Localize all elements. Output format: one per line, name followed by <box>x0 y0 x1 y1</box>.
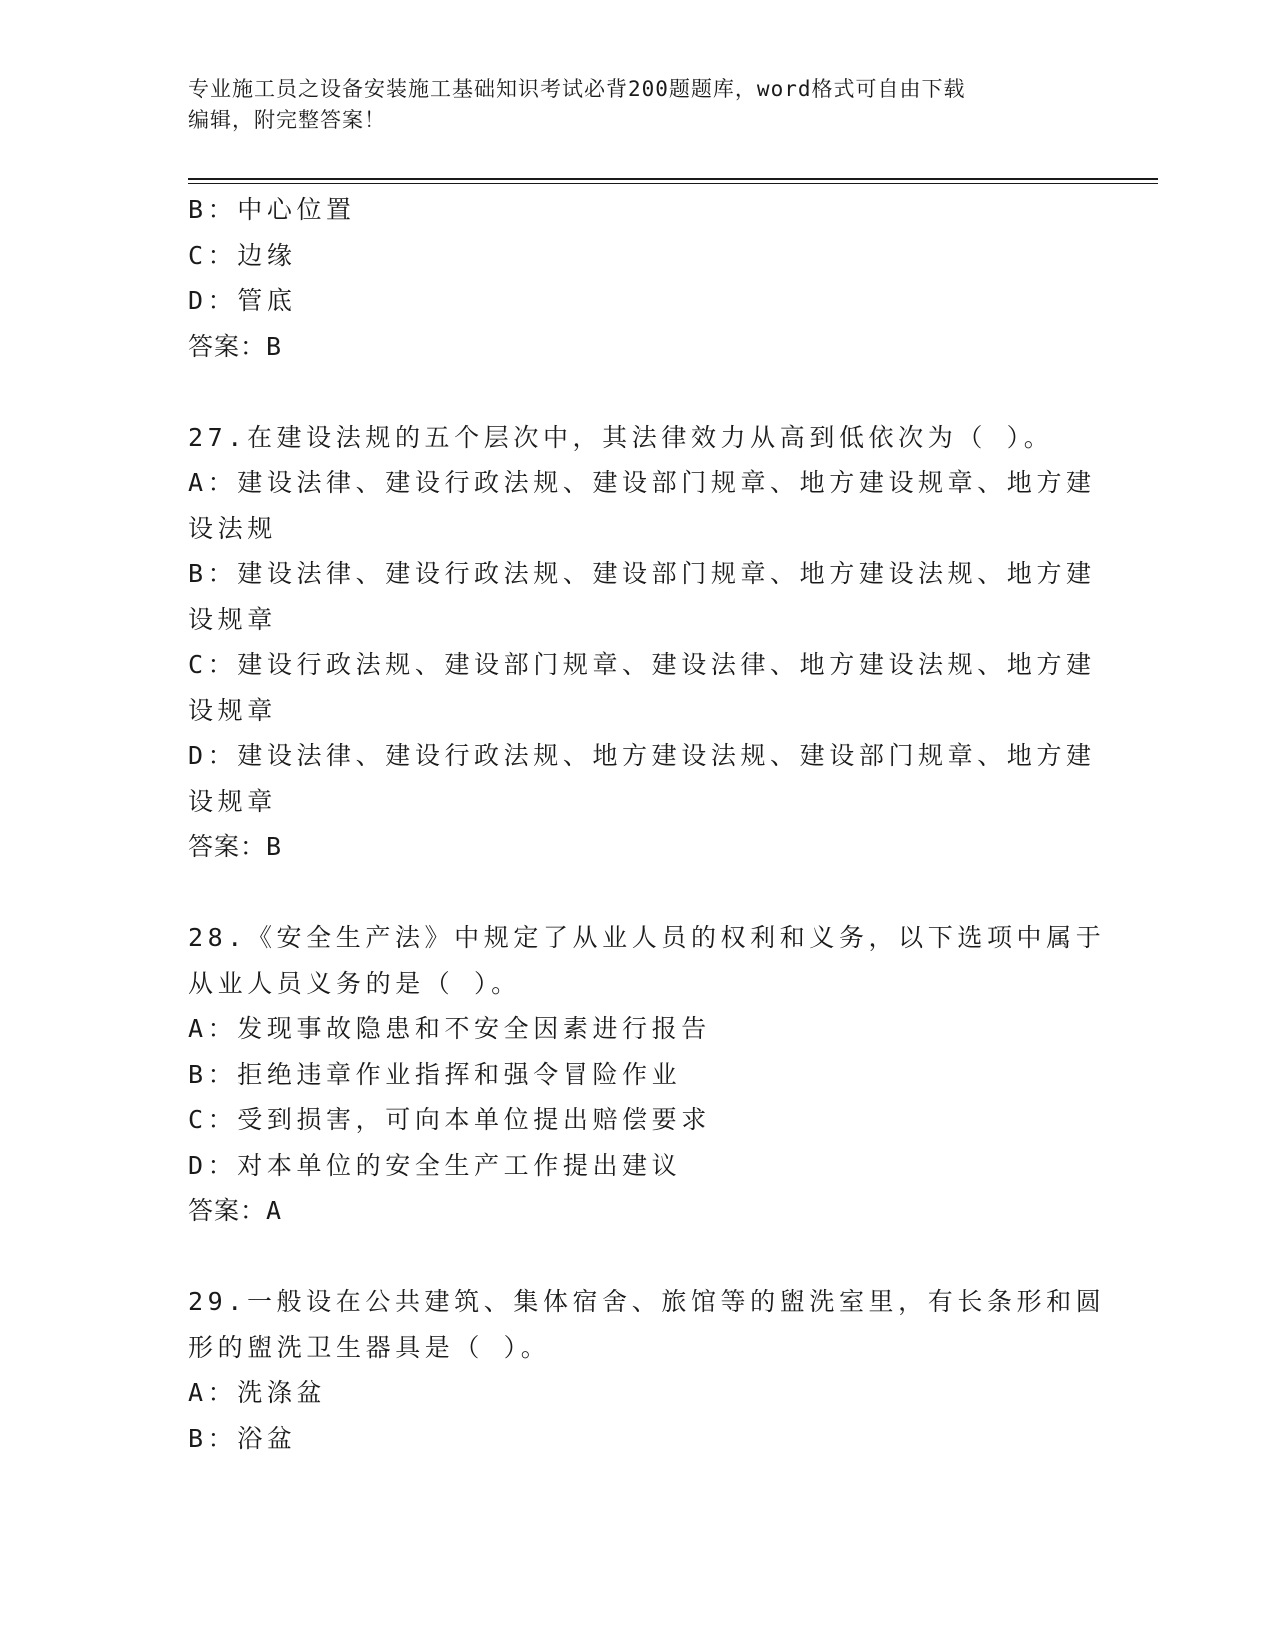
q27-question: 27.在建设法规的五个层次中，其法律效力从高到低依次为（ ）。 <box>188 422 1054 452</box>
q28-question-line-2: 从业人员义务的是（ ）。 <box>188 968 521 998</box>
q29-question-line-2: 形的盥洗卫生器具是（ ）。 <box>188 1332 551 1362</box>
question-29-block <box>188 1279 1106 1461</box>
q27-option-b-line-1: B：建设法律、建设行政法规、建设部门规章、地方建设法规、地方建 <box>188 559 1096 588</box>
q28-question-line-1: 28.《安全生产法》中规定了从业人员的权利和义务，以下选项中属于 <box>188 923 1106 952</box>
q28-option-c: C：受到损害，可向本单位提出赔偿要求 <box>188 1105 711 1134</box>
spacer <box>188 870 1088 916</box>
q27-option-d-line-1: D：建设法律、建设行政法规、地方建设法规、建设部门规章、地方建 <box>188 741 1096 770</box>
q27-option-b-line-2: 设规章 <box>188 604 277 634</box>
header-title-line-1: 专业施工员之设备安装施工基础知识考试必背200题题库，word格式可自由下载 <box>188 77 966 101</box>
q26-option-b: B：中心位置 <box>188 195 356 224</box>
q28-option-a: A：发现事故隐患和不安全因素进行报告 <box>188 1014 711 1043</box>
q28-option-d: D：对本单位的安全生产工作提出建议 <box>188 1150 682 1180</box>
question-26-block <box>188 187 1088 369</box>
q29-option-a: A：洗涤盆 <box>188 1378 327 1407</box>
question-27-block <box>188 415 1096 870</box>
q26-option-c: C：边缘 <box>188 240 297 270</box>
q27-option-c-line-2: 设规章 <box>188 695 277 725</box>
q26-option-d: D：管底 <box>188 286 297 315</box>
q28-option-b: B：拒绝违章作业指挥和强令冒险作业 <box>188 1059 682 1089</box>
q27-option-a-line-2: 设法规 <box>188 513 277 543</box>
document-body <box>188 187 1106 1461</box>
q29-option-b: B：浴盆 <box>188 1423 297 1453</box>
header-title-line-2: 编辑，附完整答案！ <box>188 108 386 132</box>
q27-option-d-line-2: 设规章 <box>188 786 277 816</box>
spacer <box>188 369 1088 415</box>
header-rule-thick <box>188 178 1158 180</box>
q28-answer: 答案：A <box>188 1196 283 1225</box>
q29-question-line-1: 29.一般设在公共建筑、集体宿舍、旅馆等的盥洗室里，有长条形和圆 <box>188 1287 1106 1316</box>
q27-option-a-line-1: A：建设法律、建设行政法规、建设部门规章、地方建设规章、地方建 <box>188 468 1096 497</box>
document-header <box>188 74 1088 136</box>
q27-answer: 答案：B <box>188 832 283 861</box>
header-rule-thin <box>188 183 1158 184</box>
question-28-block <box>188 915 1106 1234</box>
spacer <box>188 1234 1088 1280</box>
q27-option-c-line-1: C：建设行政法规、建设部门规章、建设法律、地方建设法规、地方建 <box>188 650 1096 679</box>
q26-answer: 答案：B <box>188 331 283 361</box>
